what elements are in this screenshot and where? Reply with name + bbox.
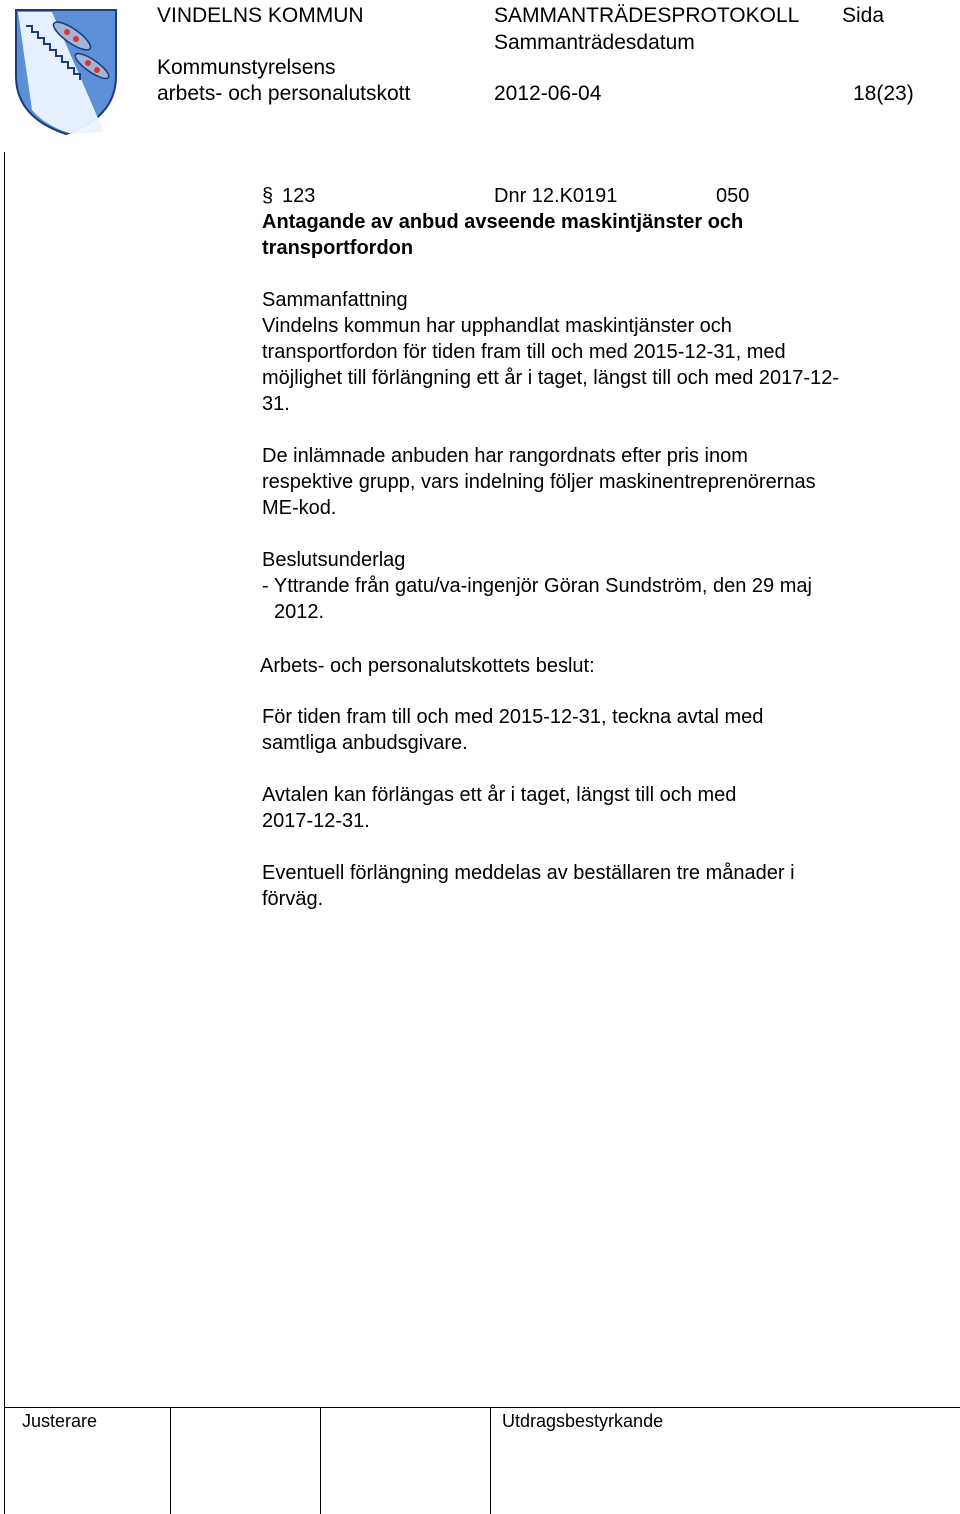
- decision-paragraph-3: [262, 860, 942, 912]
- paragraph-symbol: §: [262, 185, 274, 207]
- document-type: SAMMANTRÄDESPROTOKOLL: [494, 4, 800, 27]
- summary-line: ME-kod.: [262, 497, 337, 519]
- item-title-line: Antagande av anbud avseende maskintjänster och: [262, 211, 744, 233]
- summary-line: respektive grupp, vars indelning följer maskinentreprenörernas: [262, 471, 816, 493]
- committee-name-line2: arbets- och personalutskott: [157, 82, 411, 105]
- page-label: Sida: [842, 4, 885, 27]
- decision-paragraph-2: [262, 782, 942, 834]
- decision-line: Eventuell förlängning meddelas av beställaren tre månader i: [262, 862, 795, 884]
- item-number: 123: [282, 185, 316, 207]
- left-margin-line: [4, 152, 5, 1514]
- summary-line: möjlighet till förlängning ett år i taget, längst till och med 2017-12-: [262, 367, 839, 389]
- decision-line: Avtalen kan förlängas ett år i taget, längst till och med: [262, 784, 737, 806]
- page-number: 18(23): [853, 82, 914, 105]
- basis-heading: Beslutsunderlag: [262, 549, 406, 571]
- summary-section: [262, 287, 942, 417]
- meeting-date-label: Sammanträdesdatum: [494, 31, 695, 54]
- summary-line: 31.: [262, 393, 290, 415]
- municipality-name: VINDELNS KOMMUN: [157, 4, 364, 27]
- summary-heading: Sammanfattning: [262, 289, 408, 311]
- decision-line: förväg.: [262, 888, 324, 910]
- item-title: [262, 209, 942, 261]
- footer-top-border: [4, 1407, 960, 1408]
- item-title-line: transportfordon: [262, 237, 414, 259]
- summary-line: De inlämnade anbuden har rangordnats efter pris inom: [262, 445, 748, 467]
- footer-divider: [170, 1407, 171, 1514]
- decision-heading: Arbets- och personalutskottets beslut:: [260, 655, 595, 677]
- footer-divider: [320, 1407, 321, 1514]
- diary-number: Dnr 12.K0191: [494, 185, 618, 207]
- coat-of-arms-icon: [12, 6, 120, 136]
- summary-line: transportfordon för tiden fram till och med 2015-12-31, med: [262, 341, 786, 363]
- adjuster-label: Justerare: [22, 1411, 98, 1431]
- summary-paragraph-2: [262, 443, 942, 521]
- decision-line: För tiden fram till och med 2015-12-31, teckna avtal med: [262, 706, 764, 728]
- item-code: 050: [716, 185, 750, 207]
- summary-line: Vindelns kommun har upphandlat maskintjänster och: [262, 315, 732, 337]
- basis-item: - Yttrande från gatu/va-ingenjör Göran Sundström, den 29 maj: [262, 575, 812, 597]
- extract-certification-label: Utdragsbestyrkande: [502, 1411, 664, 1431]
- decision-line: 2017-12-31.: [262, 810, 370, 832]
- committee-name-line1: Kommunstyrelsens: [157, 56, 336, 79]
- footer-divider: [490, 1407, 491, 1514]
- basis-item-continued: 2012.: [274, 601, 325, 623]
- meeting-date: 2012-06-04: [494, 82, 602, 105]
- decision-line: samtliga anbudsgivare.: [262, 732, 468, 754]
- coat-of-arms-svg: [12, 6, 120, 136]
- decision-paragraph-1: [262, 704, 942, 756]
